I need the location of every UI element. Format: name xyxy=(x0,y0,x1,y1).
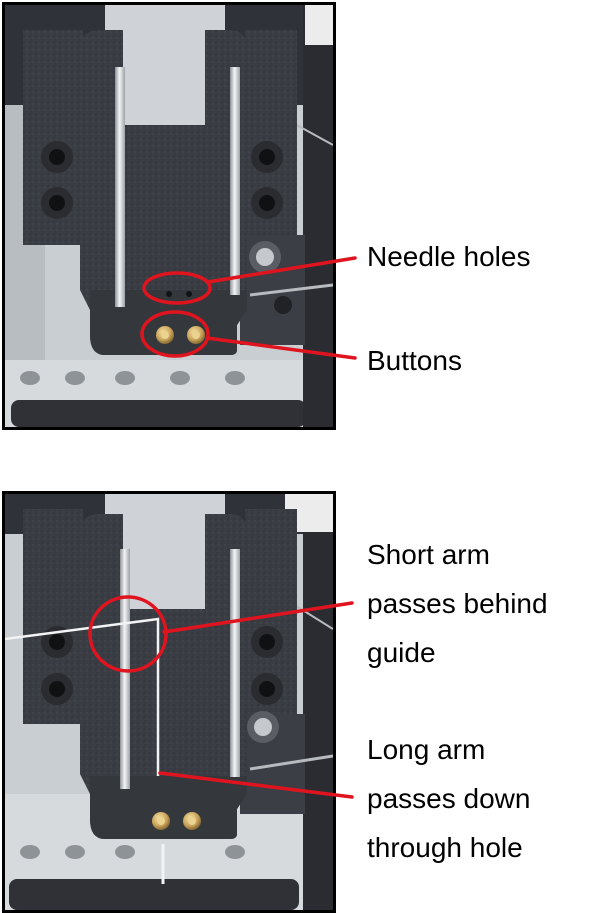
buttons-highlight-circle xyxy=(142,312,208,356)
short-arm-label xyxy=(367,530,548,677)
needle-holes-highlight-circle xyxy=(144,273,210,303)
long-arm-label-line-2: passes down xyxy=(367,783,531,814)
short-arm-label-line-1: Short arm xyxy=(367,539,490,570)
needle-holes-label-line-1: Needle holes xyxy=(367,241,531,272)
short-arm-label-line-2: passes behind xyxy=(367,588,548,619)
long-arm-label-line-3: through hole xyxy=(367,832,523,863)
short-arm-highlight-circle xyxy=(90,597,166,671)
buttons-label xyxy=(367,336,462,385)
long-arm-label xyxy=(367,725,530,872)
needle-holes-leader-line xyxy=(208,258,355,282)
short-arm-label-line-3: guide xyxy=(367,637,436,668)
buttons-leader-line xyxy=(207,338,355,358)
buttons-label-line-1: Buttons xyxy=(367,345,462,376)
needle-holes-label xyxy=(367,232,530,281)
long-arm-label-line-1: Long arm xyxy=(367,734,486,765)
long-arm-leader-line xyxy=(160,773,352,797)
short-arm-leader-line xyxy=(164,603,352,632)
